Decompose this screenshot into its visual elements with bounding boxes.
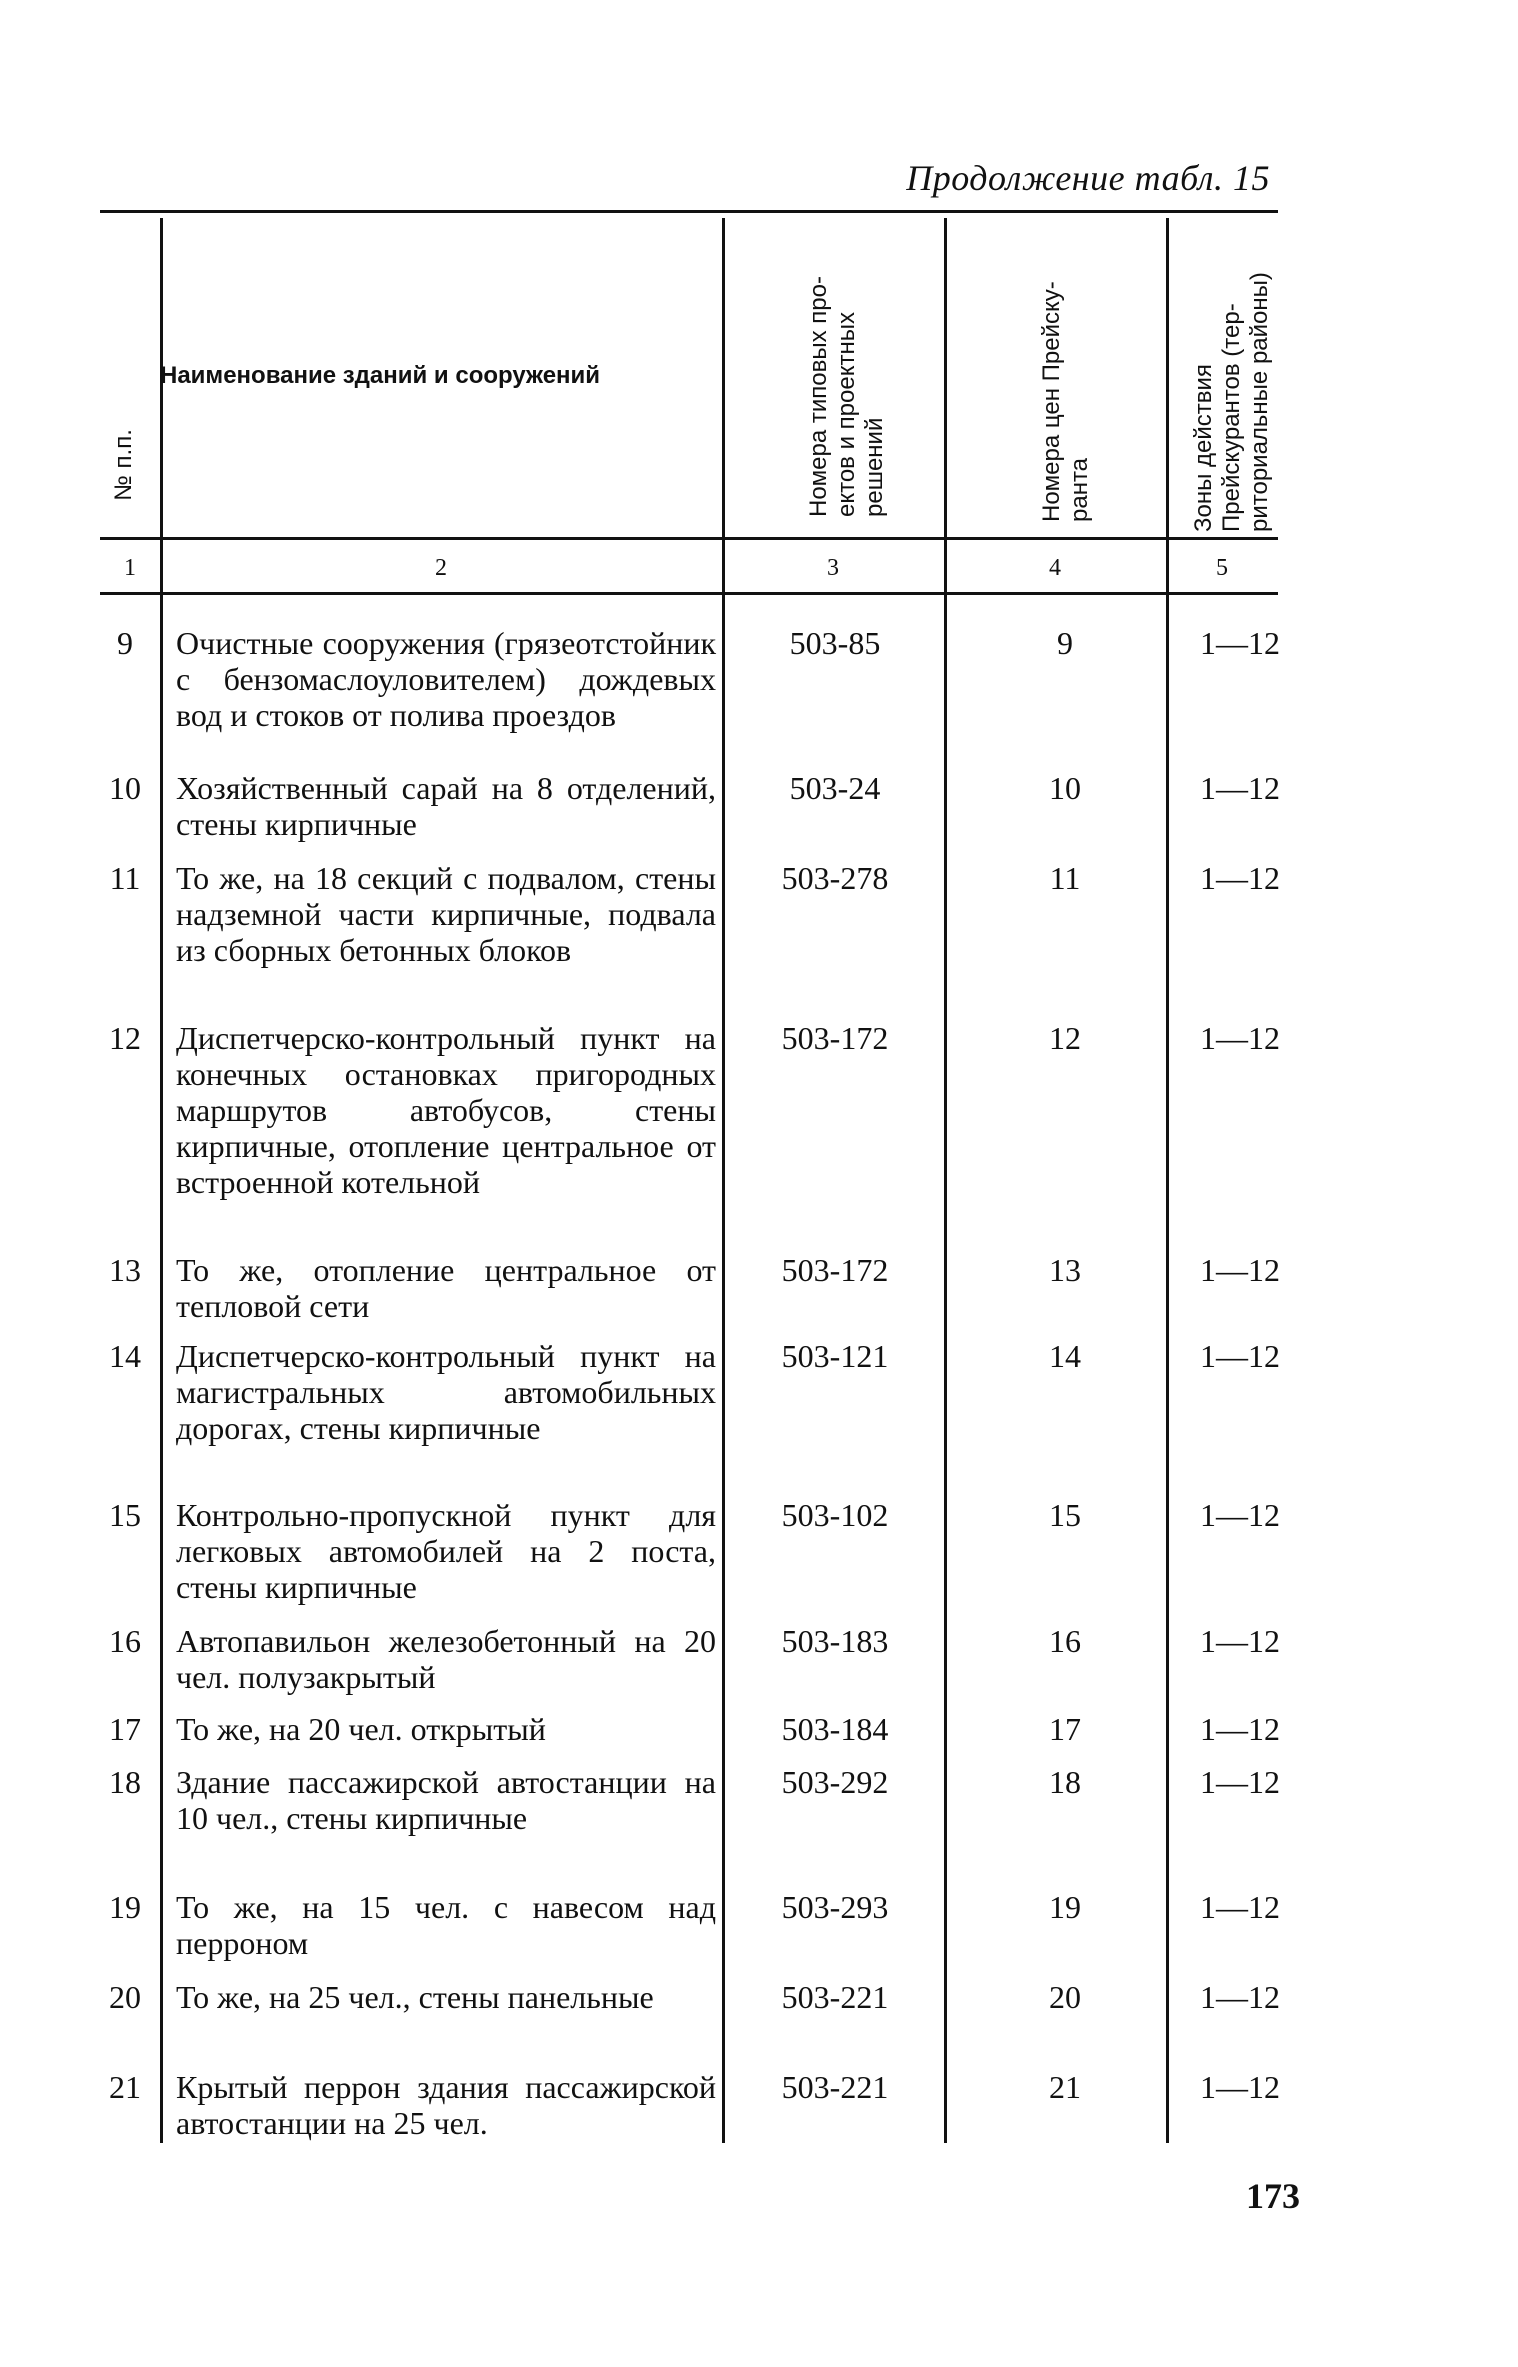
column-number: 2: [435, 555, 447, 581]
header-bottom-rule: [100, 537, 1278, 540]
row-price: 14: [1049, 1338, 1081, 1374]
row-code: 503-221: [781, 2069, 889, 2105]
row-price: 21: [1049, 2069, 1081, 2105]
column-number: 1: [124, 555, 136, 581]
row-price: 16: [1049, 1623, 1081, 1659]
row-name: Диспетчерско-контрольный пункт на конечных остановках пригородных маршрутов автобусов, стены кирпичные, отопление центральное от встроенной котельной: [176, 1020, 716, 1200]
row-code: 503-183: [781, 1623, 889, 1659]
row-name: То же, на 25 чел., стены панельные: [176, 1979, 654, 2015]
row-zone: 1—12: [1200, 860, 1280, 896]
row-name: Автопавильон железобетонный на 20 чел. полузакрытый: [176, 1623, 716, 1695]
col-divider-4: [1166, 218, 1169, 2143]
row-price: 11: [1049, 860, 1081, 896]
row-price: 20: [1049, 1979, 1081, 2015]
row-number: 14: [109, 1338, 141, 1374]
row-name: Здание пассажирской автостанции на 10 чел., стены кирпичные: [176, 1764, 716, 1836]
row-name: Диспетчерско-контрольный пункт на магистральных автомобильных дорогах, стены кирпичные: [176, 1338, 716, 1446]
row-code: 503-102: [781, 1497, 889, 1533]
row-code: 503-292: [781, 1764, 889, 1800]
page-number: 173: [1246, 2176, 1300, 2216]
row-number: 19: [109, 1889, 141, 1925]
row-zone: 1—12: [1200, 1497, 1280, 1533]
row-zone: 1—12: [1200, 1623, 1280, 1659]
row-code: 503-85: [789, 625, 881, 661]
column-number: 5: [1216, 555, 1228, 581]
table-top-rule: [100, 210, 1278, 213]
header-col-number: № п.п.: [110, 429, 137, 501]
row-price: 10: [1049, 770, 1081, 806]
header-col-zone: Зоны действия Прейскурантов (тер- риториальные районы): [1190, 272, 1273, 532]
row-code: 503-172: [781, 1020, 889, 1056]
row-name: Контрольно-пропускной пункт для легковых автомобилей на 2 поста, стены кирпичные: [176, 1497, 716, 1605]
column-number: 4: [1049, 555, 1061, 581]
row-name: Хозяйственный сарай на 8 отделений, стены кирпичные: [176, 770, 716, 842]
row-zone: 1—12: [1200, 1979, 1280, 2015]
header-col-name: Наименование зданий и сооружений: [160, 362, 601, 389]
header-col-price: Номера цен Прейску- ранта: [1038, 281, 1093, 522]
row-code: 503-278: [781, 860, 889, 896]
row-code: 503-293: [781, 1889, 889, 1925]
column-numbers-rule: [100, 592, 1278, 595]
col-divider-1: [160, 218, 163, 2143]
row-code: 503-24: [789, 770, 881, 806]
row-price: 9: [1057, 625, 1073, 661]
row-number: 17: [109, 1711, 141, 1747]
row-number: 12: [109, 1020, 141, 1056]
row-zone: 1—12: [1200, 770, 1280, 806]
row-zone: 1—12: [1200, 1711, 1280, 1747]
row-name: Крытый перрон здания пассажирской автостанции на 25 чел.: [176, 2069, 716, 2141]
row-code: 503-121: [781, 1338, 889, 1374]
row-number: 9: [117, 625, 133, 661]
row-number: 16: [109, 1623, 141, 1659]
row-price: 18: [1049, 1764, 1081, 1800]
row-name: То же, на 18 секций с подвалом, стены надземной части кирпичные, подвала из сборных бетонных блоков: [176, 860, 716, 968]
row-name: То же, на 15 чел. с навесом над перроном: [176, 1889, 716, 1961]
row-number: 10: [109, 770, 141, 806]
row-price: 12: [1049, 1020, 1081, 1056]
row-name: То же, на 20 чел. открытый: [176, 1711, 546, 1747]
row-code: 503-184: [781, 1711, 889, 1747]
row-number: 18: [109, 1764, 141, 1800]
col-divider-3: [944, 218, 947, 2143]
row-zone: 1—12: [1200, 1889, 1280, 1925]
row-zone: 1—12: [1200, 1338, 1280, 1374]
row-number: 20: [109, 1979, 141, 2015]
row-number: 15: [109, 1497, 141, 1533]
row-number: 13: [109, 1252, 141, 1288]
row-code: 503-221: [781, 1979, 889, 2015]
row-zone: 1—12: [1200, 1020, 1280, 1056]
row-name: Очистные сооружения (грязеотстойник с бензомаслоуловителем) дождевых вод и стоков от полива проездов: [176, 625, 716, 733]
row-price: 13: [1049, 1252, 1081, 1288]
row-zone: 1—12: [1200, 2069, 1280, 2105]
row-zone: 1—12: [1200, 625, 1280, 661]
col-divider-2: [722, 218, 725, 2143]
row-zone: 1—12: [1200, 1252, 1280, 1288]
row-price: 19: [1049, 1889, 1081, 1925]
row-name: То же, отопление центральное от тепловой сети: [176, 1252, 716, 1324]
row-number: 21: [109, 2069, 141, 2105]
row-code: 503-172: [781, 1252, 889, 1288]
row-price: 15: [1049, 1497, 1081, 1533]
row-zone: 1—12: [1200, 1764, 1280, 1800]
table-caption: Продолжение табл. 15: [906, 158, 1270, 198]
row-price: 17: [1049, 1711, 1081, 1747]
row-number: 11: [109, 860, 141, 896]
header-col-code: Номера типовых про- ектов и проектных решений: [805, 276, 888, 517]
column-number: 3: [827, 555, 839, 581]
